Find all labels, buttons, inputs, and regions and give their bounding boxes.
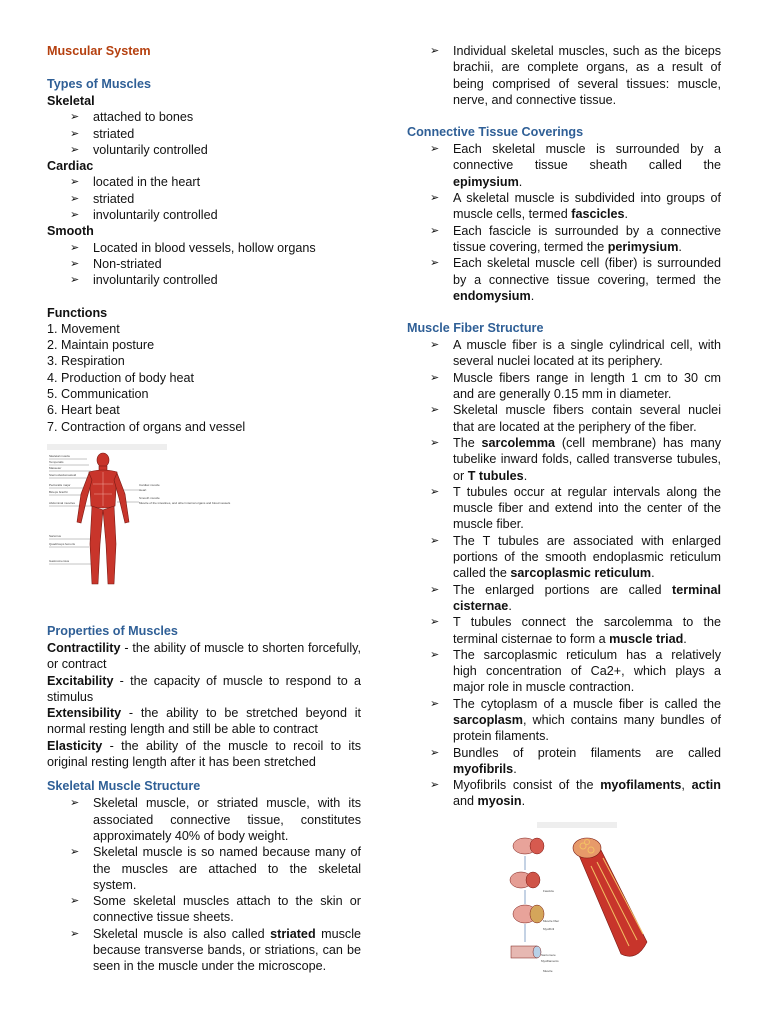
key-term: sarcolemma (481, 435, 556, 450)
list-item: ➢ voluntarily controlled (70, 142, 208, 157)
organ-list (407, 43, 721, 108)
function-item: 1. Movement (47, 321, 120, 336)
bullet-arrow-icon: ➢ (430, 45, 440, 57)
bullet-arrow-icon: ➢ (70, 192, 80, 205)
bullet-arrow-icon: ➢ (70, 846, 80, 859)
property-term: Extensibility (47, 706, 122, 721)
key-term: perimysium (607, 239, 679, 254)
fig-label-biceps: Biceps brachii (49, 490, 68, 494)
key-term: epimysium (453, 174, 519, 189)
fig-label-cardiac: Cardiac muscle (139, 483, 160, 487)
list-item: ➢ The sarcoplasmic reticulum has a relatively high concentration of Ca2+, which plays a major role in muscle contraction. (430, 647, 721, 695)
list-item: ➢ Skeletal muscle, or striated muscle, with its associated connective tissue, constitutes approximately 40% of body weight. (70, 796, 361, 843)
key-term: sarcoplasmic reticulum (510, 566, 652, 581)
bullet-arrow-icon: ➢ (430, 697, 440, 710)
fig-fiber-label-sarcomere: Sarcomere (541, 953, 556, 957)
smooth-label: Smooth (47, 224, 94, 239)
function-item: 7. Contraction of organs and vessel (47, 419, 246, 434)
functions-list (47, 321, 361, 435)
fig-fiber-label-muscle: Muscle (543, 969, 553, 973)
list-item: ➢ A skeletal muscle is subdivided into groups of muscle cells, termed fascicles. (430, 191, 721, 222)
property-item: Elasticity - the ability of the muscle to recoil to its original resting length after it has been stretched (47, 738, 361, 770)
bullet-arrow-icon: ➢ (430, 192, 440, 205)
function-item: 5. Communication (47, 387, 149, 402)
bullet-arrow-icon: ➢ (430, 779, 440, 792)
list-item: ➢ The enlarged portions are called terminal cisternae. (430, 582, 721, 613)
fig-label-quadriceps: Quadriceps femoris (49, 542, 76, 546)
fig-label-heart: Heart (139, 488, 147, 492)
properties-heading: Properties of Muscles (47, 623, 178, 638)
bullet-arrow-icon: ➢ (430, 339, 440, 352)
fig-fiber-label-fascicle: Fascicle (543, 889, 555, 893)
list-item: ➢ Each skeletal muscle cell (fiber) is surrounded by a connective tissue covering, termed the endomysium. (430, 256, 721, 303)
bullet-arrow-icon: ➢ (430, 616, 440, 629)
property-term: Contractility (47, 640, 121, 655)
key-term: striated (270, 926, 316, 941)
fig-label-sterno: Sternocleidomastoid (49, 473, 77, 477)
human-muscle-illustration (47, 444, 231, 600)
connective-list (407, 141, 721, 304)
list-item: ➢ T tubules occur at regular intervals along the muscle fiber and extend into the center of the muscle fiber. (430, 484, 721, 532)
bullet-arrow-icon: ➢ (70, 176, 80, 189)
list-item: ➢ Skeletal muscle is also called striated muscle because transverse bands, or striations, can be seen in the muscle under the microscope. (70, 926, 361, 974)
list-item: ➢ The T tubules are associated with enlarged portions of the smooth endoplasmic reticulum called the sarcoplasmic reticulum. (430, 533, 721, 581)
list-item: ➢ involuntarily controlled (70, 208, 218, 223)
function-item: 2. Maintain posture (47, 338, 155, 353)
list-item: ➢ Non-striated (70, 256, 162, 271)
key-term: muscle triad (609, 631, 684, 646)
fig-label-temporalis: Temporalis (49, 460, 64, 464)
bullet-arrow-icon: ➢ (430, 648, 440, 661)
fig-label-smooth: Smooth muscle (139, 496, 160, 500)
list-item: ➢ striated (70, 191, 135, 206)
bullet-arrow-icon: ➢ (430, 257, 440, 270)
smooth-list (47, 240, 361, 289)
bullet-arrow-icon: ➢ (70, 257, 80, 270)
muscle-fiber-figure (497, 822, 659, 978)
fig-label-sartorius: Sartorius (49, 534, 62, 538)
bullet-arrow-icon: ➢ (70, 209, 80, 222)
fig-fiber-label-myofibril: Myofibril (543, 927, 555, 931)
key-term: myofilaments (600, 778, 682, 793)
bullet-arrow-icon: ➢ (70, 111, 80, 124)
fiber-list (407, 337, 721, 810)
bullet-arrow-icon: ➢ (70, 274, 80, 287)
functions-heading: Functions (47, 305, 108, 320)
fig-label-masseter: Masseter (49, 466, 62, 470)
function-item: 4. Production of body heat (47, 370, 195, 385)
list-item: ➢ Located in blood vessels, hollow organs (70, 240, 316, 255)
key-term: sarcoplasm (453, 712, 524, 727)
muscle-fiber-illustration (497, 822, 659, 978)
bullet-arrow-icon: ➢ (430, 583, 440, 596)
list-item: ➢ Muscle fibers range in length 1 cm to 30 cm and are generally 0.15 mm in diameter. (430, 370, 721, 402)
document-title: Muscular System (47, 44, 151, 58)
list-item: ➢ Each skeletal muscle is surrounded by a connective tissue sheath called the epimysium. (430, 142, 721, 189)
key-term: fascicles (571, 207, 625, 222)
key-term: actin (691, 778, 721, 793)
bullet-arrow-icon: ➢ (70, 927, 80, 940)
list-item: ➢ attached to bones (70, 110, 194, 125)
property-term: Elasticity (47, 738, 103, 753)
list-item: ➢ Individual skeletal muscles, such as the biceps brachii, are complete organs, as a result of being comprised of several tissues: muscle, nerve, and connective tissue. (430, 44, 721, 107)
list-item: ➢ involuntarily controlled (70, 273, 218, 288)
fig-label-skeletal: Skeletal muscle (49, 454, 71, 458)
fig-label-smooth-desc: Muscle of the intestines, and other internal organs and blood vessels (139, 501, 231, 505)
right-column (407, 43, 721, 810)
property-item: Extensibility - the ability to be stretched beyond it normal resting length and still be able to contract (47, 706, 361, 737)
fig-label-pectoralis: Pectoralis major (49, 483, 71, 487)
connective-heading: Connective Tissue Coverings (407, 125, 584, 140)
types-heading: Types of Muscles (47, 77, 152, 91)
fig-label-abdominal: Abdominal muscles (49, 501, 76, 505)
bullet-arrow-icon: ➢ (70, 127, 80, 140)
bullet-arrow-icon: ➢ (430, 404, 440, 417)
list-item: ➢ Skeletal muscle fibers contain several nuclei that are located at the periphery of the fiber. (430, 403, 721, 434)
fig-fiber-label-myofilaments: Myofilaments (541, 959, 559, 963)
skeletal-list (47, 109, 361, 158)
property-item: Excitability - the capacity of muscle to respond to a stimulus (47, 673, 361, 704)
list-item: ➢ T tubules connect the sarcolemma to the terminal cisternae to form a muscle triad. (430, 615, 721, 646)
key-term: myosin (477, 794, 522, 809)
property-item: Contractility - the ability of muscle to shorten forcefully, or contract (47, 640, 361, 672)
key-term: T tubules (467, 468, 524, 483)
skeletal-structure-heading: Skeletal Muscle Structure (47, 779, 201, 794)
list-item: ➢ A muscle fiber is a single cylindrical cell, with several nuclei located at its periphery. (430, 338, 721, 369)
muscular-system-figure (47, 444, 231, 600)
bullet-arrow-icon: ➢ (70, 143, 80, 156)
bullet-arrow-icon: ➢ (430, 485, 440, 498)
list-item: ➢ striated (70, 126, 135, 141)
key-term: myofibrils (453, 761, 514, 776)
function-item: 6. Heart beat (47, 403, 120, 418)
fig-label-gastrocnemius: Gastrocnemius (49, 559, 70, 563)
bullet-arrow-icon: ➢ (70, 241, 80, 254)
function-item: 3. Respiration (47, 354, 125, 369)
cardiac-label: Cardiac (47, 159, 94, 174)
list-item: ➢ The cytoplasm of a muscle fiber is called the sarcoplasm, which contains many bundles of protein filaments. (430, 696, 721, 744)
list-item: ➢ Each fascicle is surrounded by a connective tissue covering, termed the perimysium. (430, 223, 721, 254)
fig-fiber-label-fiber: Muscle fiber (543, 919, 560, 923)
list-item: ➢ Myofibrils consist of the myofilaments, actin and myosin. (430, 778, 721, 809)
properties-list (47, 640, 361, 770)
skeletal-structure-list (47, 795, 361, 974)
bullet-arrow-icon: ➢ (430, 746, 440, 759)
bullet-arrow-icon: ➢ (430, 143, 440, 156)
bullet-arrow-icon: ➢ (70, 797, 80, 810)
skeletal-label: Skeletal (47, 94, 95, 108)
list-item: ➢ Skeletal muscle is so named because many of the muscles are attached to the skeletal system. (70, 845, 361, 892)
bullet-arrow-icon: ➢ (430, 224, 440, 237)
key-term: endomysium (453, 288, 531, 303)
fiber-heading: Muscle Fiber Structure (407, 321, 544, 336)
list-item: ➢ Bundles of protein filaments are called myofibrils. (430, 745, 721, 776)
list-item: ➢ Some skeletal muscles attach to the skin or connective tissue sheets. (70, 894, 361, 925)
cardiac-list (47, 174, 361, 223)
bullet-arrow-icon: ➢ (430, 371, 440, 384)
property-term: Excitability (47, 673, 114, 688)
bullet-arrow-icon: ➢ (430, 436, 440, 449)
bullet-arrow-icon: ➢ (430, 534, 440, 547)
bullet-arrow-icon: ➢ (70, 895, 80, 908)
list-item: ➢ The sarcolemma (cell membrane) has many tubelike inward folds, called transverse tubules, or T tubules. (430, 435, 722, 483)
key-term: terminal cisternae (453, 582, 721, 613)
list-item: ➢ located in the heart (70, 175, 201, 190)
